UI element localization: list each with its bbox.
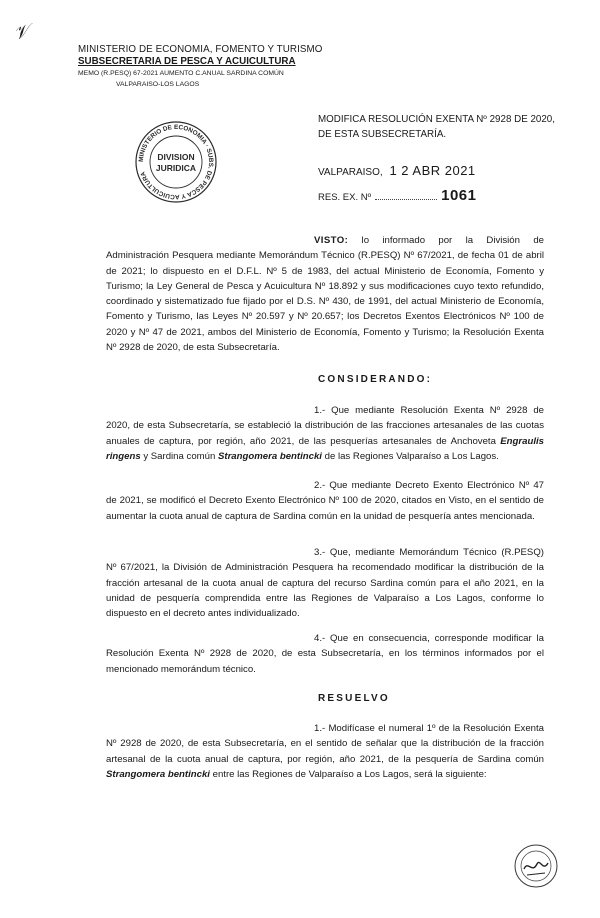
considerando-1-text-a: 1.- Que mediante Resolución Exenta Nº 2928 de 2020, de esta Subsecretaría, se estableció la distribución de las fracciones artesanales de las cuotas anuales de captura, por región, año 2021, de las pesquerías artesanales de Anchoveta <box>106 405 544 447</box>
considerando-4 <box>106 631 544 677</box>
resuelvo-1-text-a: 1.- Modifícase el numeral 1º de la Resolución Exenta Nº 2928 de 2020, de esta Subsecretaría, en el sentido de señalar que la distribución de la fracción artesanal de la cuota anual de captura, por región, año 2021, de la pesquería de Sardina común <box>106 723 544 765</box>
resolution-label: RES. EX. Nº <box>318 192 372 203</box>
resolution-subject <box>318 112 555 142</box>
place-date <box>318 163 476 178</box>
handwritten-initials: 𝒱 <box>11 20 32 45</box>
subject-line-1: MODIFICA RESOLUCIÓN EXENTA Nº 2928 DE 2020, <box>318 114 555 125</box>
considerando-1-text-c: de las Regiones Valparaíso a Los Lagos. <box>321 450 499 462</box>
city: VALPARAISO, <box>318 167 383 178</box>
number-underline <box>375 199 437 200</box>
subsecretary-name: SUBSECRETARIA DE PESCA Y ACUICULTURA <box>78 56 296 67</box>
considerando-4-text: 4.- Que en consecuencia, corresponde modificar la Resolución Exenta Nº 2928 de 2020, de esta Subsecretaría, en los términos informados por el mencionado memorándum técnico. <box>106 633 544 675</box>
date-stamp: 1 2 ABR 2021 <box>389 163 476 178</box>
stamp-center-line-1: DIVISION <box>157 152 195 162</box>
stamp-ring-text: MINISTERIO DE ECONOMIA · SUBS. DE PESCA Y ACUICULTURA <box>137 123 215 201</box>
species-sardina: Strangomera bentincki <box>217 450 322 462</box>
resolution-number-value: 1061 <box>441 187 477 204</box>
stamp-center-line-2: JURIDICA <box>155 163 197 173</box>
visto-label: VISTO: <box>314 235 349 246</box>
resuelvo-1 <box>106 721 544 782</box>
considerando-2 <box>106 478 544 524</box>
considerando-1 <box>106 403 544 464</box>
resuelvo-heading: RESUELVO <box>318 693 390 704</box>
memo-reference: MEMO (R.PESQ) 67-2021 AUMENTO C.ANUAL SARDINA COMÚN <box>78 70 284 77</box>
considerando-2-text: 2.- Que mediante Decreto Exento Electrónico Nº 47 de 2021, se modificó el Decreto Exento Electrónico Nº 100 de 2020, citados en Visto, en el sentido de aumentar la cuota anual de captura de Sardina común en la unidad de pesquería antes mencionada. <box>106 480 544 522</box>
visto-paragraph <box>106 233 544 355</box>
region-reference: VALPARAISO-LOS LAGOS <box>116 81 200 88</box>
subject-line-2: DE ESTA SUBSECRETARÍA. <box>318 129 447 140</box>
considerando-3 <box>106 545 544 621</box>
species-anchoveta: Engraulis ringens <box>106 435 544 462</box>
signature-stamp-icon <box>512 842 560 890</box>
species-sardina-resuelvo: Strangomera bentincki <box>106 768 210 780</box>
letterhead <box>78 44 323 88</box>
considerando-1-text-b: y Sardina común <box>140 450 218 462</box>
resolution-number <box>318 187 476 204</box>
visto-text: lo informado por la División de Administración Pesquera mediante Memorándum Técnico (R.PESQ) Nº 67/2021, de fecha 01 de abril de 2021; lo dispuesto en el D.F.L. Nº 5 de 1983, del actual Ministerio de Economía, Fomento y Turismo; la Ley General de Pesca y Acuicultura Nº 18.892 y sus modificaciones cuyo texto refundido, coordinado y sistematizado fue fijado por el D.S. Nº 430, de 1991, del actual Ministerio de Economía, Fomento y Turismo, las Leyes Nº 20.597 y Nº 20.657; los Decretos Exentos Electrónicos Nº 100 de 2020 y Nº 47 de 2021, ambos del Ministerio de Economía, Fomento y Turismo; la Resolución Exenta Nº 2928 de 2020, de esta Subsecretaría. <box>106 235 544 354</box>
considerando-3-text: 3.- Que, mediante Memorándum Técnico (R.PESQ) Nº 67/2021, la División de Administración Pesquera ha recomendado modificar la distribución de la fracción artesanal de la cuota anual de captura del recurso Sardina común para el año 2021, en la unidad de pesquería comprendida entre las Regiones de Valparaíso a Los Lagos, conforme lo dispuesto en el decreto antes individualizado. <box>106 547 544 620</box>
considerando-heading: CONSIDERANDO: <box>318 374 433 385</box>
ministry-name: MINISTERIO DE ECONOMIA, FOMENTO Y TURISMO <box>78 44 323 55</box>
division-juridica-stamp-icon <box>134 120 218 204</box>
resuelvo-1-text-b: entre las Regiones de Valparaíso a Los Lagos, será la siguiente: <box>209 768 487 780</box>
